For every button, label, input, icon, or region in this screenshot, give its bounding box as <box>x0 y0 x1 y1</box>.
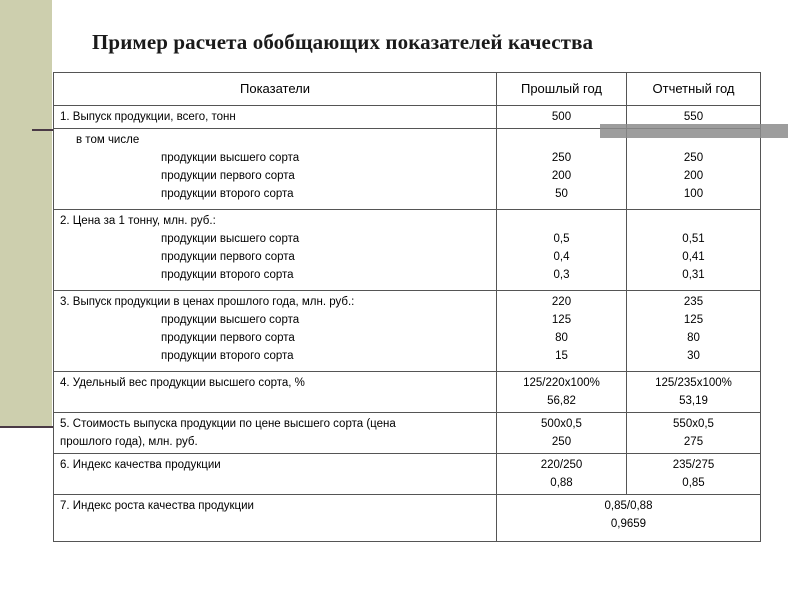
row-1-subs: в том числе продукции высшего сорта продукции первого сорта продукции второго сорта <box>54 129 497 210</box>
row-6-label: 6. Индекс качества продукции <box>54 454 497 495</box>
row-2-prev: 0,5 0,4 0,3 <box>497 210 627 291</box>
row-1-report: 550 <box>627 106 761 129</box>
decorative-highlight-bar <box>600 124 788 138</box>
row-5-prev: 500х0,5 250 <box>497 413 627 454</box>
row-4-prev: 125/220х100% 56,82 <box>497 372 627 413</box>
row-6-report: 235/275 0,85 <box>627 454 761 495</box>
row-3-prev: 220 125 80 15 <box>497 291 627 372</box>
row-6-prev: 220/250 0,88 <box>497 454 627 495</box>
row-1-label: 1. Выпуск продукции, всего, тонн <box>54 106 497 129</box>
table-row <box>54 495 761 542</box>
row-3-label: 3. Выпуск продукции в ценах прошлого года, млн. руб.: продукции высшего сорта продукции первого сорта продукции второго сорта <box>54 291 497 372</box>
page-title: Пример расчета обобщающих показателей качества <box>92 30 594 54</box>
header-report-year: Отчетный год <box>627 73 761 106</box>
row-4-label: 4. Удельный вес продукции высшего сорта, % <box>54 372 497 413</box>
header-indicator: Показатели <box>54 73 497 106</box>
row-1-report-subs: 250 200 100 <box>627 129 761 210</box>
row-2-report: 0,51 0,41 0,31 <box>627 210 761 291</box>
decorative-accent-line <box>32 129 54 131</box>
decorative-side-line <box>0 426 54 428</box>
row-1-prev-subs: 250 200 50 <box>497 129 627 210</box>
table-header-row <box>54 73 761 106</box>
header-prev-year: Прошлый год <box>497 73 627 106</box>
decorative-side-bar <box>0 0 52 428</box>
quality-indicators-table <box>53 72 761 542</box>
row-1-prev: 500 <box>497 106 627 129</box>
row-3-report: 235 125 80 30 <box>627 291 761 372</box>
row-5-label: 5. Стоимость выпуска продукции по цене высшего сорта (цена прошлого года), млн. руб. <box>54 413 497 454</box>
table-row <box>54 372 761 413</box>
table-row <box>54 413 761 454</box>
row-7-merged-value: 0,85/0,88 0,9659 <box>497 495 761 542</box>
table-row <box>54 454 761 495</box>
row-5-report: 550х0,5 275 <box>627 413 761 454</box>
table-row <box>54 291 761 372</box>
row-4-report: 125/235х100% 53,19 <box>627 372 761 413</box>
table-row <box>54 129 761 210</box>
table-row <box>54 210 761 291</box>
row-2-label: 2. Цена за 1 тонну, млн. руб.: продукции высшего сорта продукции первого сорта продукции второго сорта <box>54 210 497 291</box>
row-7-label: 7. Индекс роста качества продукции <box>54 495 497 542</box>
